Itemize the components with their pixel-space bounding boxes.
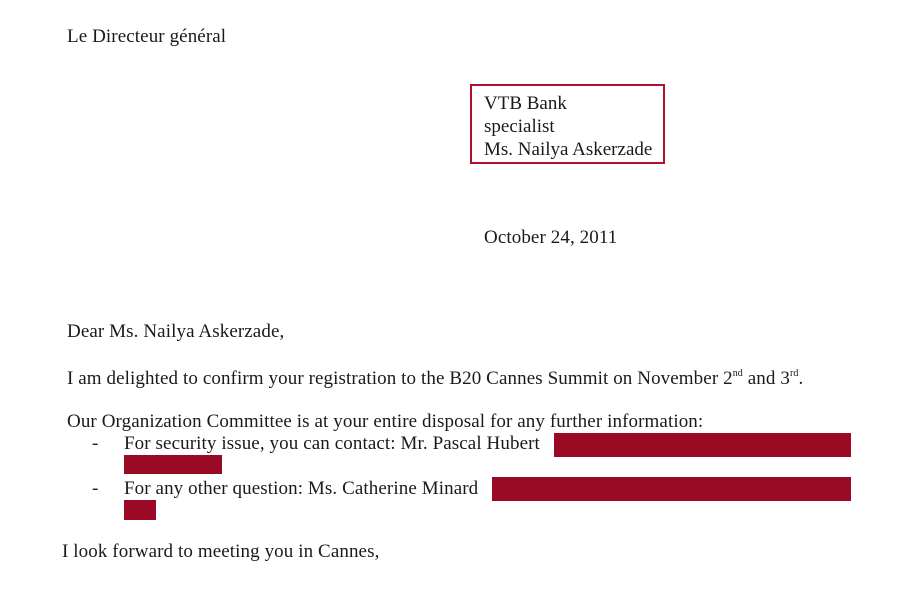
salutation: Dear Ms. Nailya Askerzade, xyxy=(67,321,285,342)
bullet-security-contact: For security issue, you can contact: Mr. Pascal Hubert xyxy=(124,433,540,454)
committee-paragraph: Our Organization Committee is at your entire disposal for any further information: xyxy=(67,411,704,432)
redaction-bar xyxy=(554,433,851,457)
recipient-role: specialist xyxy=(484,116,555,137)
bullet-other-contact: For any other question: Ms. Catherine Minard xyxy=(124,478,479,499)
recipient-company: VTB Bank xyxy=(484,93,567,114)
recipient-name: Ms. Nailya Askerzade xyxy=(484,139,653,160)
closing-line: I look forward to meeting you in Cannes, xyxy=(62,541,380,562)
sender-title: Le Directeur général xyxy=(67,26,227,47)
letter-date: October 24, 2011 xyxy=(484,227,618,248)
bullet-dash-security: - xyxy=(92,433,99,454)
redaction-bar xyxy=(492,477,851,501)
bullet-dash-other: - xyxy=(92,478,99,499)
redaction-bar xyxy=(124,455,222,474)
confirmation-paragraph: I am delighted to confirm your registration to the B20 Cannes Summit on November 2nd and 3rd. xyxy=(67,368,804,389)
redaction-bar xyxy=(124,500,156,520)
